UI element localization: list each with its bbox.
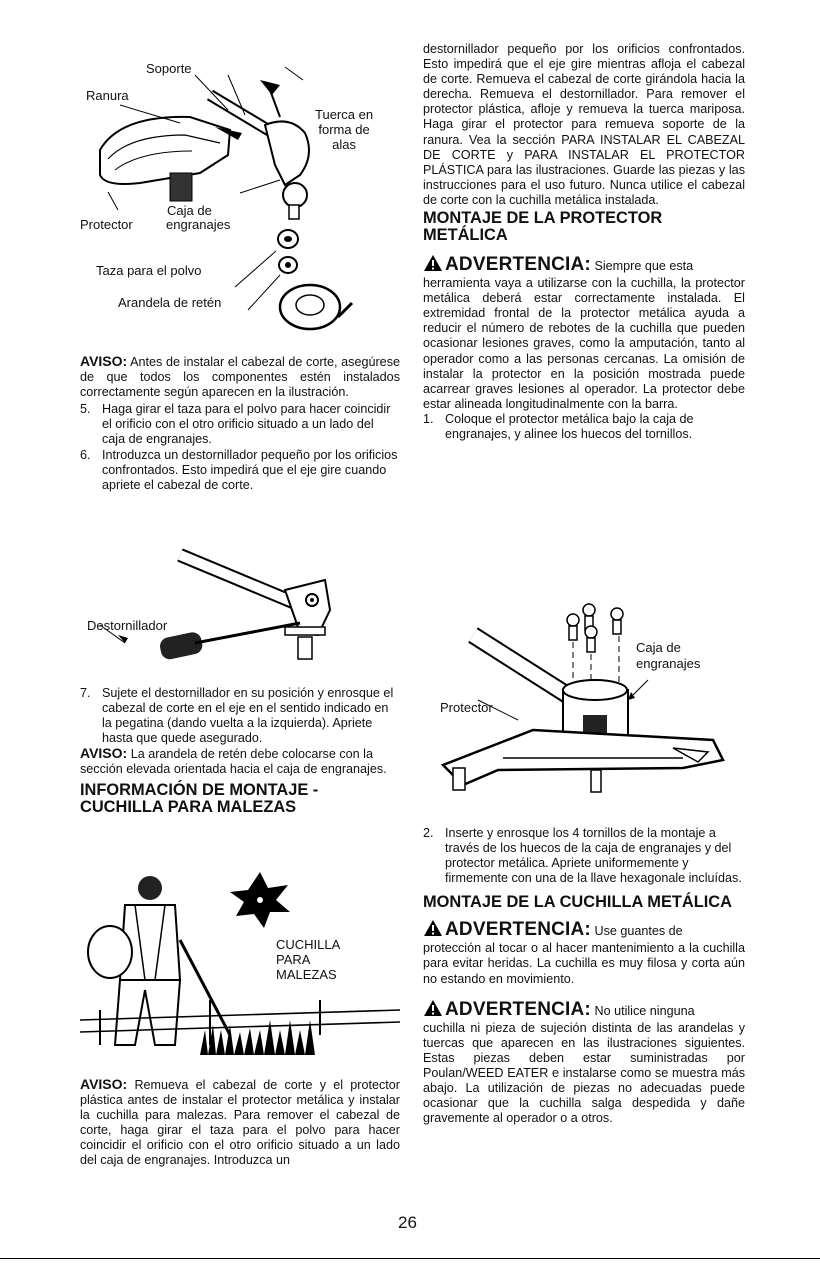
label-protector-right: Protector <box>440 700 493 715</box>
label-tuerca: Tuerca en forma de alas <box>315 107 374 152</box>
screwdriver-illustration <box>80 545 400 675</box>
warning-triangle-icon <box>423 254 443 272</box>
label-engranajes: engranajes <box>166 217 231 232</box>
label-protector: Protector <box>80 217 133 232</box>
label-taza: Taza para el polvo <box>96 263 202 278</box>
label-ranura: Ranura <box>86 88 129 103</box>
left-column-upper <box>80 354 400 493</box>
heading-informacion-montaje: INFORMACIÓN DE MONTAJE - CUCHILLA PARA MALEZAS <box>80 780 319 816</box>
label-soporte: Soporte <box>146 61 192 76</box>
steps-5-6 <box>80 402 400 493</box>
right-column-lower <box>423 826 745 1126</box>
label-caja: Caja de <box>167 203 212 218</box>
label-destornillador: Destornillador <box>87 618 168 633</box>
left-column-middle <box>80 686 400 816</box>
warning-triangle-icon <box>423 919 443 937</box>
label-caja-de-engranajes: Caja de engranajes <box>636 640 701 671</box>
step-6: 6. Introduzca un destornillador pequeño por los orificios confrontados. Esto impedirá que el eje gire cuando apriete el cabezal de corte. <box>80 447 398 492</box>
label-cuchilla-para-malezas: CUCHILLA PARA MALEZAS <box>276 937 341 982</box>
step-5: 5. Haga girar el taza para el polvo para hacer coincidir el orificio con el otro orificio situado a un lado del caja de engranajes. <box>80 402 391 447</box>
heading-montaje-cuchilla: MONTAJE DE LA CUCHILLA METÁLICA <box>423 893 732 912</box>
protector-step-1: 1. Coloque el protector metálica bajo la caja de engranajes, y alinee los huecos del tornillos. <box>423 411 694 441</box>
aviso-before-install: AVISO: Antes de instalar el cabezal de corte, asegúrese de que todos los componentes estén instalados correctamente según aparecen en la ilustración. <box>80 353 400 400</box>
right-column-upper <box>423 42 745 442</box>
label-arandela: Arandela de retén <box>118 295 222 310</box>
warning-3-text: cuchilla ni pieza de sujeción distinta de las arandelas y tuercas que aparecen en las ilustraciones siguientes. Estas piezas deben estar suministradas por Poulan/WEED EATER e instalarse como se muestra más abajo. La utilización de piezas no adecuadas puede ocasionar que la cuchilla salga despedida y dañe gravemente al operador o a otros. <box>423 1020 745 1126</box>
heading-montaje-protector: MONTAJE DE LA PROTECTOR METÁLICA <box>423 209 663 245</box>
step-7: 7. Sujete el destornillador en su posición y enrosque el cabezal de corte en el eje en el sentido indicado en la pegatina (dando vuelta a la izquierda). Apriete hasta que quede asegurado. <box>80 686 394 746</box>
left-column-lower <box>80 1077 400 1169</box>
warning-triangle-icon <box>423 999 443 1017</box>
page-number: 26 <box>398 1213 417 1232</box>
operator-with-blade-illustration <box>80 870 400 1070</box>
warning-1-text: herramienta vaya a utilizarse con la cuchilla, la protector metálica deberá estar correctamente instalada. El extremidad frontal de la protector metálica ayuda a reducir el número de rebotes de la cuchilla que pueden ocasionar lesiones graves, como la amputación, tanto al operador como a las personas cercanas. La omisión de instalar la protector en la posición mostrada puede acarrear graves lesiones al operador. La protector debe estar alineada longitudinalmente con la barra. <box>423 276 745 411</box>
aviso-remove-head: AVISO: Remueva el cabezal de corte y el protector plástica antes de instalar el protector metálica y instalar la cuchilla para malezas. Para remover el cabezal de corte, haga girar el taza para el polvo para hacer coincidir el orificio con el otro orificio situado a un lado del caja de engranajes. Introduzca un <box>80 1076 400 1168</box>
bottom-rule <box>0 1258 820 1259</box>
warning-2-header: ADVERTENCIA: Use guantes de <box>423 919 745 941</box>
warning-3-header: ADVERTENCIA: No utilice ninguna <box>423 999 745 1021</box>
warning-1-header: ADVERTENCIA: Siempre que esta <box>423 254 745 276</box>
protector-step-2: 2. Inserte y enrosque los 4 tornillos de la montaje a través de los huecos de la caja de engranajes y del protector metálica. Apriete uniformemente y firmemente con una de la llave hexagonale incluídas. <box>423 826 742 886</box>
aviso-retainer-washer: AVISO: La arandela de retén debe colocarse con la sección elevada orientada hacia el caja de engranajes. <box>80 745 387 777</box>
continued-instructions: destornillador pequeño por los orificios confrontados. Esto impedirá que el eje gire mientras afloja el cabezal de corte. Remueva el cabezal de corte girándola hacia la derecha. Remueva el destornillador. Para remover el protector plástica, afloje y remueva la tuerca mariposa. Haga girar el protector para remueva soporte de la ranura. Vea la sección PARA INSTALAR EL CABEZAL DE CORTE y PARA INSTALAR EL PROTECTOR PLÁSTICA para las ilustraciones. Guarde las piezas y las instrucciones para el uso futuro. Nunca utilice el cabezal de corte con la cuchilla metálica instalada. <box>423 42 745 207</box>
warning-2-text: protección al tocar o al hacer mantenimiento a la cuchilla para evitar heridas. La cuchilla es muy filosa y corta aún no estando en movimiento. <box>423 941 745 986</box>
